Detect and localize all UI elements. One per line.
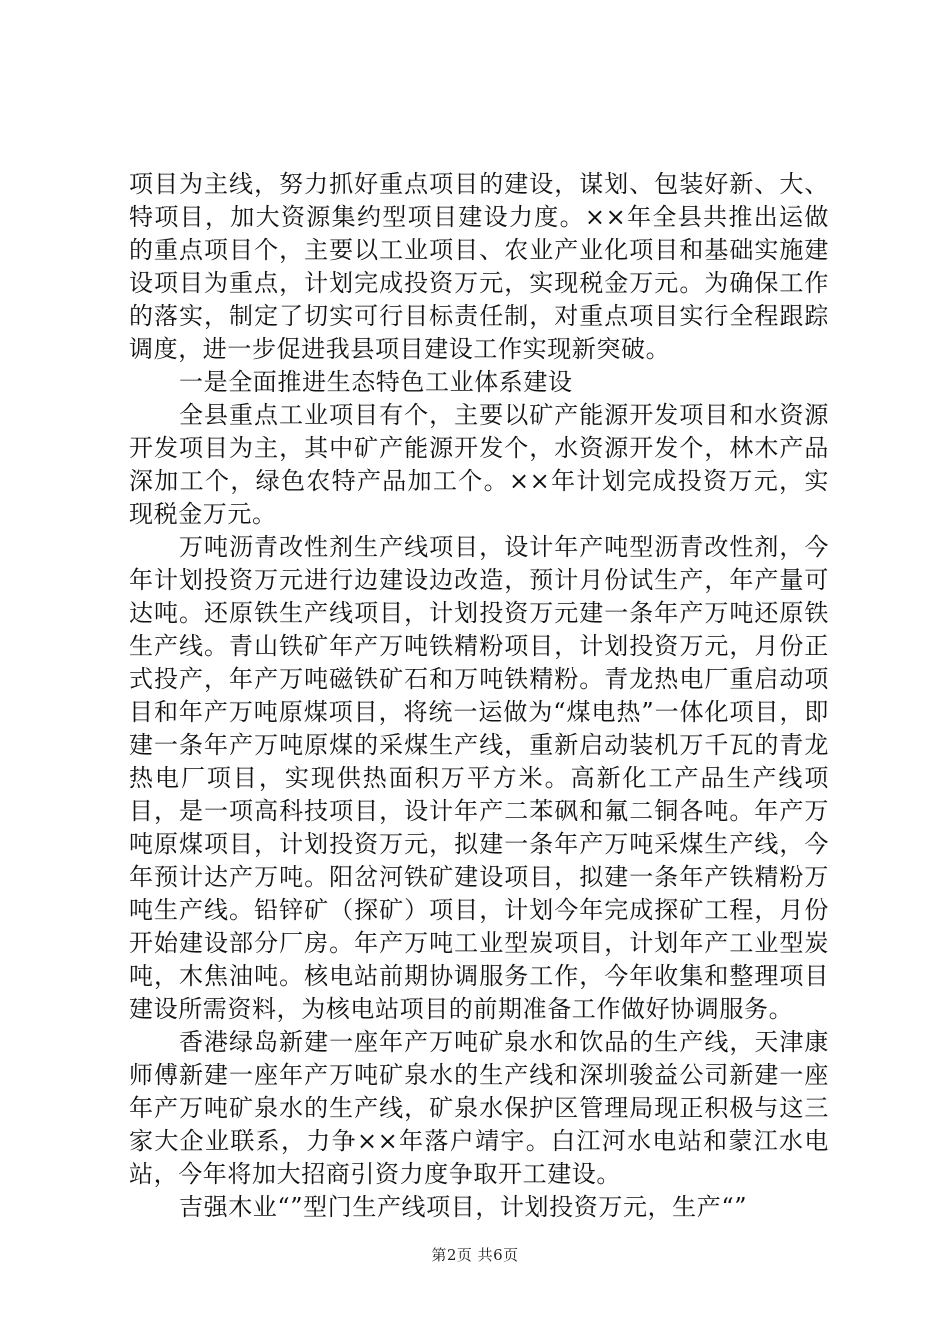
page-number-footer: 第2页 共6页 <box>431 1246 519 1264</box>
document-body <box>129 168 829 1224</box>
section-heading-industry-system: 一是全面推进生态特色工业体系建设 <box>179 368 573 396</box>
paragraph-wood-industry: 吉强木业“”型门生产线项目，计划投资万元，生产“” <box>179 1193 748 1221</box>
paragraph-mineral-water-projects: 香港绿岛新建一座年产万吨矿泉水和饮品的生产线，天津康师傅新建一座年产万吨矿泉水的生产线和深圳骏益公司新建一座年产万吨矿泉水的生产线，矿泉水保护区管理局现正积极与这三家大企业联系，力争××年落户靖宇。白江河水电站和蒙江水电站，今年将加大招商引资力度争取开工建设。 <box>129 1028 829 1188</box>
paragraph-project-mainline: 项目为主线，努力抓好重点项目的建设，谋划、包装好新、大、特项目，加大资源集约型项目建设力度。××年全县共推出运做的重点项目个，主要以工业项目、农业产业化项目和基础实施建设项目为重点，计划完成投资万元，实现税金万元。为确保工作的落实，制定了切实可行目标责任制，对重点项目实行全程跟踪调度，进一步促进我县项目建设工作实现新突破。 <box>129 170 829 363</box>
paragraph-asphalt-and-mining-projects: 万吨沥青改性剂生产线项目，设计年产吨型沥青改性剂，今年计划投资万元进行边建设边改造，预计月份试生产，年产量可达吨。还原铁生产线项目，计划投资万元建一条年产万吨还原铁生产线。青山铁矿年产万吨铁精粉项目，计划投资万元，月份正式投产，年产万吨磁铁矿石和万吨铁精粉。青龙热电厂重启动项目和年产万吨原煤项目，将统一运做为“煤电热”一体化项目，即建一条年产万吨原煤的采煤生产线，重新启动装机万千瓦的青龙热电厂项目，实现供热面积万平方米。高新化工产品生产线项目，是一项高科技项目，设计年产二苯砜和氟二铜各吨。年产万吨原煤项目，计划投资万元，拟建一条年产万吨采煤生产线，今年预计达产万吨。阳岔河铁矿建设项目，拟建一条年产铁精粉万吨生产线。铅锌矿（探矿）项目，计划今年完成探矿工程，月份开始建设部分厂房。年产万吨工业型炭项目，计划年产工业型炭吨，木焦油吨。核电站前期协调服务工作，今年收集和整理项目建设所需资料，为核电站项目的前期准备工作做好协调服务。 <box>129 533 829 1023</box>
paragraph-industrial-projects: 全县重点工业项目有个，主要以矿产能源开发项目和水资源开发项目为主，其中矿产能源开发个，水资源开发个，林木产品深加工个，绿色农特产品加工个。××年计划完成投资万元，实现税金万元。 <box>129 401 829 528</box>
